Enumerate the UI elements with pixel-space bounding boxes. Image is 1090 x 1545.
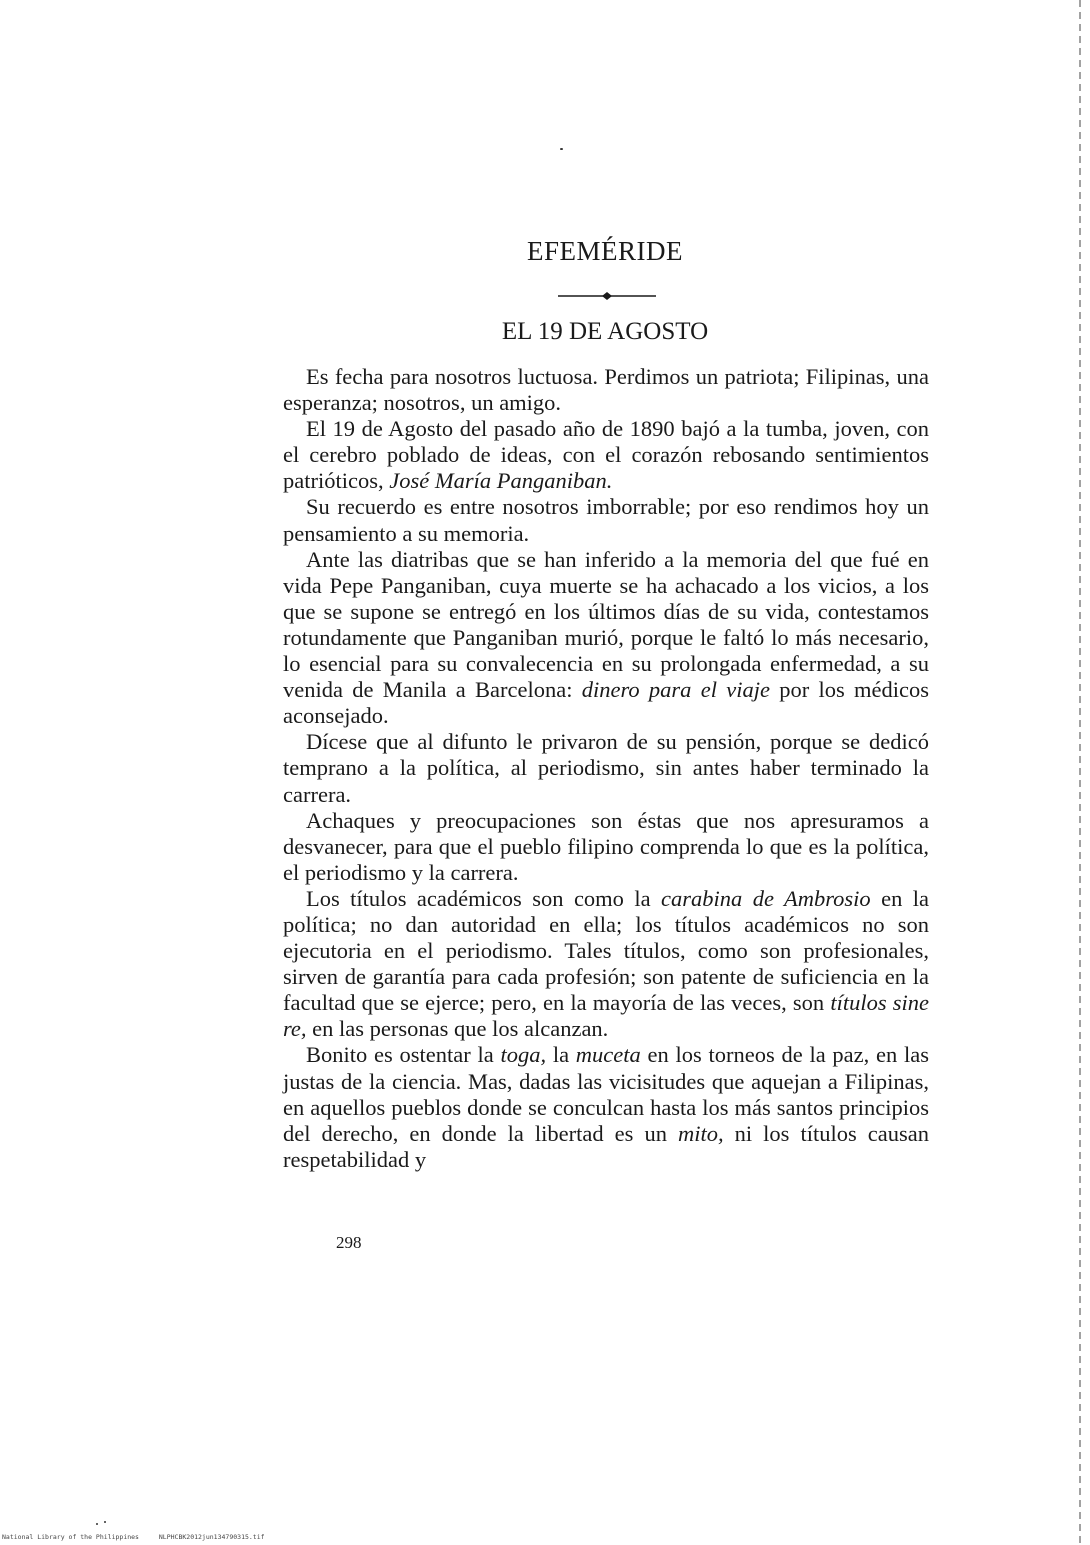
page-title: EFEMÉRIDE [527, 236, 683, 266]
section-subtitle: EL 19 DE AGOSTO [501, 318, 709, 345]
text-run: Su recuerdo es entre nosotros imborrable; por eso rendimos hoy un pensamiento a su memoria. [283, 494, 929, 546]
page-number: 298 [336, 1233, 362, 1252]
paragraph [283, 1042, 929, 1172]
scan-speck [560, 148, 563, 150]
text-run: Bonito es ostentar la [306, 1042, 501, 1068]
text-run: en las personas que los alcanzan. [306, 1016, 609, 1042]
text-run: ni los títulos causan respetabilidad y [283, 1120, 929, 1172]
italic-text: dinero para el viaje [581, 677, 770, 703]
paragraph [283, 886, 929, 1043]
text-run: Es fecha para nosotros luctuosa. Perdimos un patriota; Filipinas, una esperanza; nosotros, un amigo. [283, 364, 929, 416]
paragraph [283, 494, 929, 546]
paragraph [283, 416, 929, 494]
text-run: la [546, 1042, 576, 1068]
text-run: Achaques y preocupaciones son éstas que nos apresuramos a desvanecer, para que el pueblo filipino comprenda lo que es la política, el periodismo y la carrera. [283, 807, 929, 885]
italic-text: títulos sine re, [283, 990, 930, 1042]
footer-file-id: NLPHCBK2012jun134790315.tif [158, 1533, 265, 1541]
scan-speck [96, 1523, 98, 1525]
ornament-divider-icon [558, 291, 656, 301]
italic-text: carabina de Ambrosio [661, 885, 871, 911]
scan-footer [2, 1533, 265, 1541]
italic-text: toga, [500, 1042, 547, 1068]
paragraph [283, 808, 929, 886]
text-run: en la política; no dan autoridad en ella; los títulos académicos no son ejecutoria en el periodismo. Tales títulos, como son profesionales, sirven de garantía para cada profesión; son patente de suficiencia en la facultad que se ejerce; pero, en la mayoría de las veces, son [283, 885, 929, 1016]
text-run: Ante las diatribas que se han inferido a la memoria del que fué en vida Pepe Panganiban, cuya muerte se ha achacado a los vicios, a los que se supone se entregó en los últimos días de su vida, contestamos rotundamente que Panganiban murió, porque le faltó lo más necesario, lo esencial para su convalecencia en su prolongada enfermedad, a su venida de Manila a Barcelona: [283, 546, 929, 703]
scan-page-edge [1079, 0, 1081, 1545]
text-run: Dícese que al difunto le privaron de su pensión, porque se dedicó temprano a la política, al periodismo, sin antes haber terminado la carrera. [283, 729, 929, 807]
scan-speck [104, 1521, 106, 1523]
paragraph [283, 729, 929, 807]
italic-text: mito, [677, 1120, 724, 1146]
text-run: en los torneos de la paz, en las justas de la ciencia. Mas, dadas las vicisitudes que aquejan a Filipinas, en aquellos pueblos donde se conculcan hasta los más santos principios del derecho, en donde la libertad es un [283, 1042, 929, 1146]
italic-text: muceta [575, 1042, 641, 1068]
text-run: El 19 de Agosto del pasado año de 1890 bajó a la tumba, joven, con el cerebro poblado de ideas, con el corazón rebosando sentimientos patrióticos, [283, 416, 929, 494]
article-body [283, 364, 929, 1173]
paragraph [283, 364, 929, 416]
italic-text: José María Panganiban. [389, 468, 613, 494]
text-run: Los títulos académicos son como la [306, 885, 662, 911]
text-run: por los médicos aconsejado. [283, 677, 929, 729]
footer-library: National Library of the Philippines [2, 1533, 139, 1541]
paragraph [283, 547, 929, 730]
